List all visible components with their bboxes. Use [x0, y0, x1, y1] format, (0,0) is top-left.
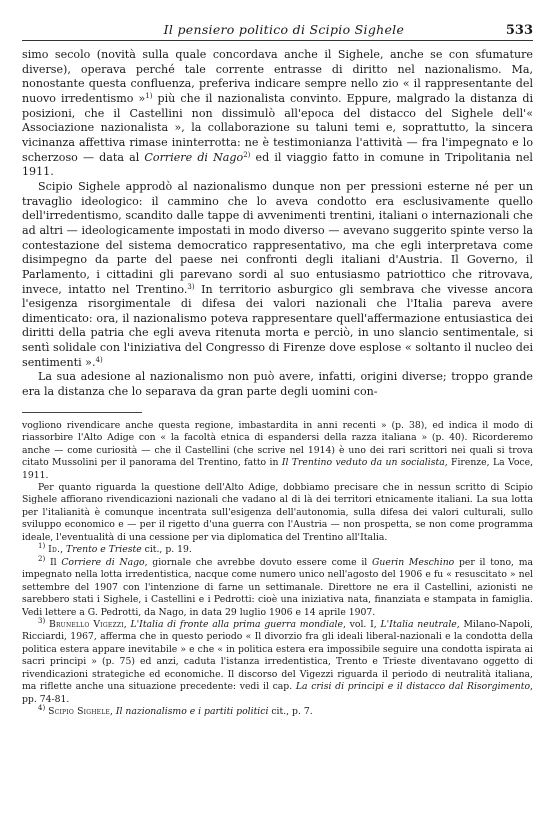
footnote-number: 1)	[38, 542, 46, 551]
footnote-4: $^{4)}$ Scipio Sighele, Il nazionalismo e i partiti politici cit., p. 7.	[38, 704, 313, 718]
footnote-ref-4: 4)	[95, 355, 103, 364]
page-number: 533	[505, 23, 533, 38]
paragraph-text: Scipio Sighele approdò al nazionalismo dunque non per pressioni esterne né per un travaglio ideologico: il cammino che lo aveva condotto era esclusivamente quello dell'irredentismo, scandito dalle tappe di avvenimenti trentini, italiani o internazionali che ad altri — ideologicamente impostati in modo diverso — avevano suggerito spinte verso la contestazione del sistema democratico rappresentativo, ma che egli interpretava come disimpegno da parte del paese nei confronti degli italiani d'Austria. Il Governo, il Parlamento, i cittadini gli parevano sordi al suo entusiasmo patriottico che ritrovava, invece, intatto nel Trentino.	[22, 179, 533, 296]
footnote-1: $^{1)}$ Id., Trento e Trieste cit., p. 19.	[38, 542, 192, 556]
paragraph-text: simo secolo (novità sulla quale concordava anche il Sighele, anche se con sfumature diverse), operava perché tale corrente entrasse di diritto nel nazionalismo. Ma, nonostante questa confluenza, preferiva indicare sempre nello zio « il rappresentante del nuovo irredentismo »	[22, 48, 533, 105]
note-text: cit., p. 19.	[144, 544, 192, 556]
footnotes	[22, 420, 533, 719]
note-title: L'Italia neutrale	[380, 619, 457, 630]
footnote-number: 2)	[38, 554, 46, 563]
document-page	[22, 22, 533, 719]
newspaper-title: Corriere di Nago	[144, 150, 244, 164]
note-text: cit., p. 7.	[271, 706, 313, 718]
note-text: , Milano-Napoli, Ricciardi, 1967, afferma che in questo periodo « Il divorzio fra gli ideali liberal-nazionali e la condotta della politica estera appare inevitabile » e che « in politica estera era impossibile seguire una condotta ispirata ai sacri principi » (p. 75) ed anzi, caduta l'istanza irredentistica, Trento e Trieste diventavano oggetto di rivendicazioni strategiche ed economiche. Il discorso del Vigezzi riguarda il periodo di neutralità italiana, ma riflette anche una situazione precedente: vedi il cap.	[22, 619, 533, 693]
running-title: Il pensiero politico di Scipio Sighele	[163, 22, 405, 37]
paragraph-text: ed il viaggio fatto in comune in Tripolitania nel 1911.	[22, 150, 533, 179]
note-text: per il tono, ma impegnato nella lotta irredentistica, nacque come numero unico nell'agosto del 1906 e fu « resuscitato » nel settembre del 1907 con l'intenzione di farne un settimanale. Direttore ne era il Castellini, azionisti ne sarebbero stati i Sighele, i Castellini e i Pedrotti: cioè una iniziativa nata, finanziata e stampata in famiglia. Vedi lettere a G. Pedrotti, da Nago, in data 29 luglio 1906 e 14 aprile 1907.	[22, 556, 533, 618]
note-author: Brunello Vigezzi	[48, 619, 124, 630]
paragraph-text: In territorio asburgico gli sembrava che vivesse ancora l'esigenza risorgimentale di difesa dei valori nazionali che l'Italia pareva avere dimenticato: ora, il nazionalismo poteva rappresentare quell'affermazione entusiastica dei diritti della patria che egli aveva ritenuta morta e perciò, in uno slancio sentimentale, si sentì solidale con l'iniziativa del Congresso di Firenze dove esplose « soltanto il nucleo dei sentimenti ».	[22, 282, 534, 369]
running-header	[22, 22, 533, 41]
note-title: L'Italia di fronte alla prima guerra mondiale	[130, 619, 343, 630]
paragraph-3	[22, 370, 533, 399]
note-text: , giornale che avrebbe dovuto essere come il	[144, 556, 368, 568]
footnote-3: $^{3)}$ Brunello Vigezzi, L'Italia di fronte alla prima guerra mondiale, vol. I, L'Italia neutrale, Milano-Napoli, Ricciardi, 1967, afferma che in questo periodo « Il divorzio fra gli ideali liberal-nazionali e la condotta della politica estera appare inevitabile » e che « in politica estera era impossibile seguire una condotta ispirata ai sacri principi » (p. 75) ed anzi, caduta l'istanza irredentistica, Trento e Trieste diventavano oggetto di rivendicazioni strategiche ed economiche. Il discorso del Vigezzi riguarda il periodo di neutralità italiana, ma riflette anche una situazione precedente: vedi il cap. La crisi di principi e il distacco dal Risorgimento, pp. 74-81.	[22, 617, 533, 705]
footnote-number: 3)	[38, 617, 46, 625]
note-title: Il Trentino veduto da un socialista	[281, 457, 445, 469]
note-title: Corriere di Nago	[61, 556, 145, 568]
note-author: Id.	[48, 544, 61, 556]
footnote-separator	[22, 412, 142, 413]
note-title: Il nazionalismo e i partiti politici	[115, 706, 269, 718]
note-text: , vol. I,	[342, 619, 377, 630]
footnote-2	[22, 554, 533, 619]
footnote-ref-3: 3)	[187, 282, 195, 291]
footnote-number: 4)	[38, 704, 46, 713]
paragraph-text: La sua adesione al nazionalismo non può avere, infatti, origini diverse; troppo grande era la distanza che lo separava da gran parte degli uomini con-	[22, 370, 533, 399]
paragraph-text: più che il nazionalista convinto. Eppure, malgrado la distanza di posizioni, che il Castellini non dissimulò all'epoca del distacco del Sighele dell'« Associazione nazionalista », la collaborazione su taluni temi e, soprattutto, la sincera vicinanza affettiva rimase ininterrotta: ne è testimonianza l'attività — fra l'impegnato e lo scherzoso — data al	[22, 91, 534, 164]
footnote-continuation	[22, 420, 533, 482]
note-text: , Firenze, La Voce, 1911.	[22, 457, 534, 481]
note-text: Per quanto riguarda la questione dell'Alto Adige, dobbiamo precisare che in nessun scritto di Scipio Sighele affiorano rivendicazioni nazionali che vadano al di là dei territori etnicamente italiani. La sua lotta per l'italianità è comunque incentrata sull'esigenza dell'autonomia, sulla difesa dei valori culturali, sullo sviluppo economico e — per il rigetto d'una guerra con l'Austria — non prospetta, se non come programma ideale, l'eventualità di una cessione per via diplomatica del Trentino all'Italia.	[22, 482, 533, 543]
note-text: , pp. 74-81.	[22, 681, 533, 705]
note-text: Il	[49, 556, 57, 568]
note-title: Trento e Trieste	[66, 544, 142, 556]
paragraph-2	[22, 180, 533, 371]
paragraph-1	[22, 48, 533, 180]
footnote-ref-1: 1)	[145, 91, 153, 100]
footnote-continuation-2	[22, 482, 533, 544]
note-text: vogliono rivendicare anche questa regione, imbastardita in anni recenti » (p. 38), ed indica il modo di riassorbire l'Alto Adige con « la facoltà etnica di espandersi della razza italiana » (p. 40). Ricorderemo anche — come curiosità — che il Castellini (che scrive nel 1914) è uno dei rari scrittori nei quali si trova citato Mussolini per il panorama del Trentino, fatto in	[22, 419, 533, 469]
note-title: Guerin Meschino	[372, 556, 455, 568]
note-author: Scipio Sighele	[48, 706, 110, 718]
footnote-ref-2: 2)	[243, 150, 251, 159]
note-title: La crisi di principi e il distacco dal Risorgimento	[295, 681, 531, 693]
main-text	[22, 48, 533, 400]
